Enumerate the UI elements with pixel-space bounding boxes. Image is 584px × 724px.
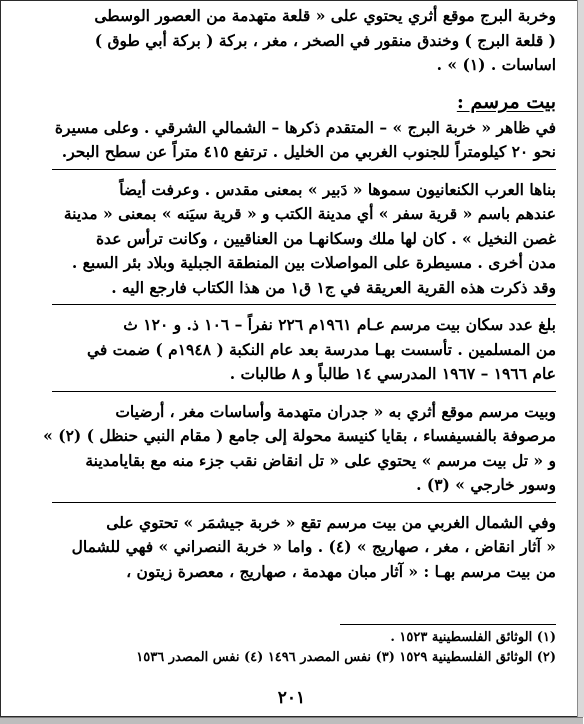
- footnote-line: (١) الوثائق الفلسطينية ١٥٢٣ .: [390, 630, 556, 645]
- footnotes: [52, 628, 556, 668]
- text-line: « آثار انقاض ، مغر ، صهاريج » (٤) . واما « خربة النصراني » فهي للشمال: [71, 537, 556, 556]
- paragraph-population: [52, 313, 556, 387]
- text-line: غصن النخيل » . كان لها ملك وسكانهـا من العناقيين ، وكانت ترأس عدة: [95, 228, 556, 248]
- text-line: من بيت مرسم بهـا : « آثار مبان مهدمة ، صهاريج ، معصرة زيتون ،: [126, 561, 556, 581]
- page-number: ٢٠١: [277, 688, 306, 708]
- section-divider: [52, 169, 556, 170]
- text-line: اساسات . (١) » .: [436, 55, 556, 74]
- text-line: بلغ عدد سكان بيت مرسم عـام ١٩٦١م ٢٢٦ نفراً – ١٠٦ ذ. و ١٢٠ ث: [123, 315, 556, 334]
- footnote-line: (٢) الوثائق الفلسطينية ١٥٢٩ (٣) نفس المصدر ١٤٩٦ (٤) نفس المصدر ١٥٣٦: [136, 650, 556, 665]
- text-line: مدن أخرى . مسيطرة على المواصلات بين المنطقة الجبلية وبلاد بئر السبع .: [71, 253, 556, 272]
- section-divider: [52, 304, 556, 305]
- text-line: وقد ذكرت هذه القرية العريقة في ج١ ق١ من هذا الكتاب فارجع اليه .: [111, 277, 556, 297]
- right-scroll-edge[interactable]: [577, 0, 584, 717]
- text-line: من المسلمين . تأسست بهـا مدرسة بعد عام النكبة ( ١٩٤٨م ) ضمت في: [86, 339, 556, 359]
- text-line: نحو ٢٠ كيلومتراً للجنوب الغربي من الخليل . ترتفع ٤١٥ متراً عن سطح البحر.: [61, 142, 556, 161]
- text-line: عام ١٩٦٦ – ١٩٦٧ المدرسي ١٤ طالباً و ٨ طالبات .: [229, 364, 556, 383]
- text-line: و « تل بيت مرسم » يحتوي على « تل انقاض نقب جزء منه مع بقايامدينة: [85, 450, 556, 470]
- bottom-scroll-edge[interactable]: [0, 717, 583, 724]
- paragraph-surroundings: [52, 511, 556, 585]
- text-line: وفي الشمال الغربي من بيت مرسم تقع « خربة جيشمَر » تحتوي على: [106, 512, 556, 532]
- text-line: بناها العرب الكنعانيون سموها « دَبير » بمعنى مقدس . وعرفت أيضاً: [119, 179, 556, 199]
- text-line: وخربة البرج موقع أثري يحتوي على « قلعة متهدمة من العصور الوسطى: [94, 6, 556, 25]
- paragraph-location: [52, 116, 556, 165]
- text-line: وبيت مرسم موقع أثري به « جدران متهدمة وأساسات مغر ، أرضيات: [115, 401, 556, 421]
- text-line: عندهم باسم « قرية سفر » أي مدينة الكتب و « قرية سيَنه » بمعنى « مدينة: [63, 204, 556, 223]
- paragraph-archaeology: [43, 400, 556, 498]
- section-divider: [52, 502, 556, 503]
- section-heading: بيت مرسم :: [456, 90, 556, 113]
- document-page: [43, 4, 556, 584]
- text-line: وسور خارجي » (٣) .: [416, 475, 556, 494]
- text-line: ( قلعة البرج ) وخندق منقور في الصخر ، مغر ، بركة ( بركة أبي طوق ): [94, 30, 556, 50]
- intro-paragraph: [52, 4, 556, 78]
- paragraph-history: [52, 178, 556, 301]
- section-divider: [52, 391, 556, 392]
- text-line: في ظاهر « خربة البرج » – المتقدم ذكرها – الشمالي الشرقي . وعلى مسيرة: [54, 117, 556, 137]
- footnote-separator: [340, 624, 556, 625]
- text-line: مرصوفة بالفسيفساء ، بقايا كنيسة محولة إلى جامع ( مقام النبي حنظل ) (٢) »: [43, 426, 556, 445]
